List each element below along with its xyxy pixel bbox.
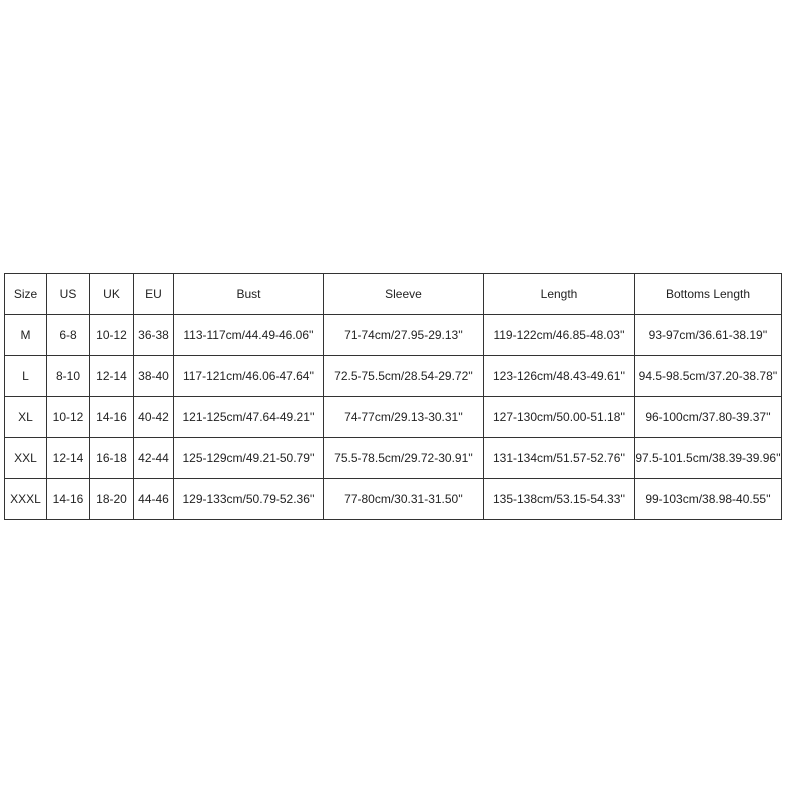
cell-eu: 44-46 <box>134 479 174 520</box>
cell-sleeve: 77-80cm/30.31-31.50'' <box>324 479 484 520</box>
cell-bottoms-length: 96-100cm/37.80-39.37'' <box>635 397 782 438</box>
table-row <box>5 438 782 479</box>
cell-length: 127-130cm/50.00-51.18'' <box>484 397 635 438</box>
cell-size: XXL <box>5 438 47 479</box>
cell-bust: 117-121cm/46.06-47.64'' <box>174 356 324 397</box>
header-uk: UK <box>90 274 134 315</box>
size-chart-table <box>4 273 782 520</box>
cell-bottoms-length: 99-103cm/38.98-40.55'' <box>635 479 782 520</box>
cell-us: 8-10 <box>47 356 90 397</box>
cell-us: 6-8 <box>47 315 90 356</box>
cell-eu: 36-38 <box>134 315 174 356</box>
table-row <box>5 397 782 438</box>
cell-sleeve: 71-74cm/27.95-29.13'' <box>324 315 484 356</box>
cell-size: XXXL <box>5 479 47 520</box>
header-us: US <box>47 274 90 315</box>
cell-length: 123-126cm/48.43-49.61'' <box>484 356 635 397</box>
cell-size: L <box>5 356 47 397</box>
header-eu: EU <box>134 274 174 315</box>
table-row <box>5 356 782 397</box>
cell-eu: 38-40 <box>134 356 174 397</box>
cell-uk: 14-16 <box>90 397 134 438</box>
cell-bottoms-length: 93-97cm/36.61-38.19'' <box>635 315 782 356</box>
cell-sleeve: 75.5-78.5cm/29.72-30.91'' <box>324 438 484 479</box>
cell-bust: 121-125cm/47.64-49.21'' <box>174 397 324 438</box>
table-header-row <box>5 274 782 315</box>
cell-bust: 125-129cm/49.21-50.79'' <box>174 438 324 479</box>
cell-bottoms-length: 94.5-98.5cm/37.20-38.78'' <box>635 356 782 397</box>
cell-length: 135-138cm/53.15-54.33'' <box>484 479 635 520</box>
cell-length: 119-122cm/46.85-48.03'' <box>484 315 635 356</box>
cell-sleeve: 74-77cm/29.13-30.31'' <box>324 397 484 438</box>
cell-uk: 18-20 <box>90 479 134 520</box>
cell-bust: 113-117cm/44.49-46.06'' <box>174 315 324 356</box>
table-row <box>5 479 782 520</box>
header-size: Size <box>5 274 47 315</box>
table-row <box>5 315 782 356</box>
cell-uk: 10-12 <box>90 315 134 356</box>
cell-uk: 16-18 <box>90 438 134 479</box>
header-sleeve: Sleeve <box>324 274 484 315</box>
cell-eu: 42-44 <box>134 438 174 479</box>
header-bust: Bust <box>174 274 324 315</box>
header-length: Length <box>484 274 635 315</box>
cell-uk: 12-14 <box>90 356 134 397</box>
cell-bust: 129-133cm/50.79-52.36'' <box>174 479 324 520</box>
cell-length: 131-134cm/51.57-52.76'' <box>484 438 635 479</box>
cell-us: 12-14 <box>47 438 90 479</box>
cell-bottoms-length: 97.5-101.5cm/38.39-39.96'' <box>635 438 782 479</box>
cell-size: XL <box>5 397 47 438</box>
cell-eu: 40-42 <box>134 397 174 438</box>
cell-us: 10-12 <box>47 397 90 438</box>
cell-us: 14-16 <box>47 479 90 520</box>
header-bottoms-length: Bottoms Length <box>635 274 782 315</box>
cell-size: M <box>5 315 47 356</box>
cell-sleeve: 72.5-75.5cm/28.54-29.72'' <box>324 356 484 397</box>
